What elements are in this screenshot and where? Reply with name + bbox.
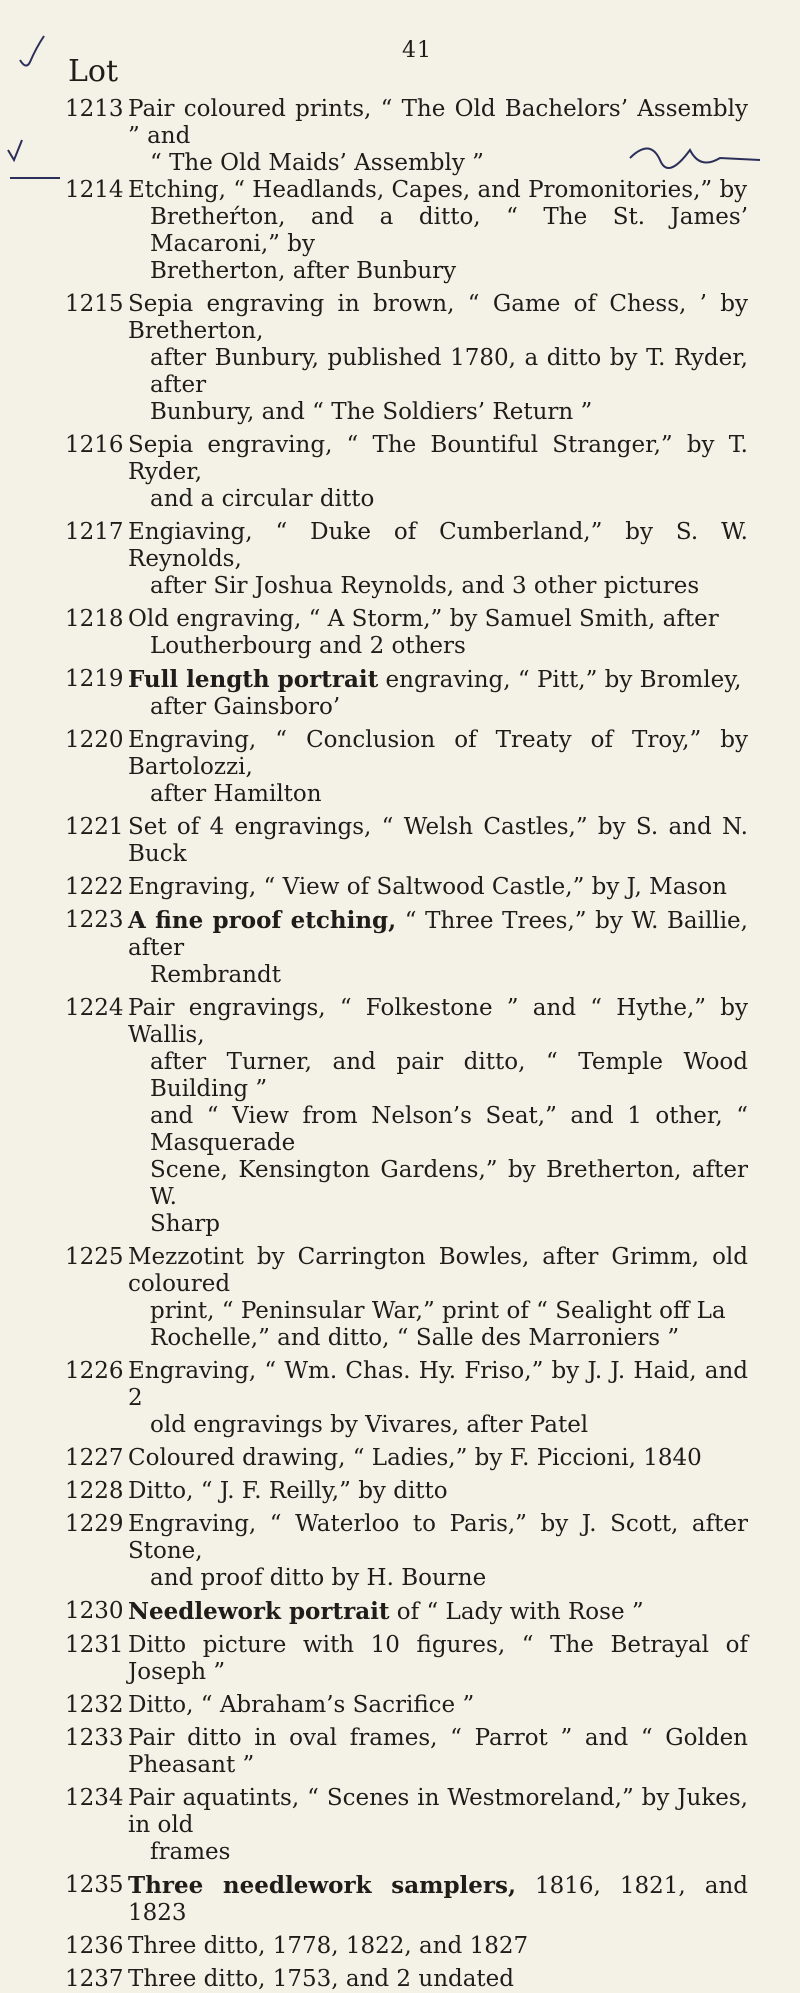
- lot-number: 1216: [65, 432, 124, 458]
- lot-text: Three ditto, 1778, 1822, and 1827: [128, 1933, 529, 1959]
- lot-number: 1233: [65, 1725, 124, 1751]
- pencil-check-mark-1: [20, 36, 44, 66]
- lot-text: Pair engravings, “ Folkestone ” and “ Hythe,” by Wallis,: [128, 995, 748, 1048]
- lot-description-first-line: [128, 907, 748, 962]
- lot-continuation-line: old engravings by Vivares, after Patel: [150, 1412, 589, 1438]
- lot-number: 1224: [65, 995, 124, 1021]
- lot-description: [128, 606, 748, 660]
- lot-description-first-line: [128, 96, 748, 150]
- lot-description: [128, 874, 748, 901]
- lot-row: [0, 907, 800, 989]
- lot-text: Engraving, “ Waterloo to Paris,” by J. Scott, after Stone,: [128, 1511, 748, 1564]
- lot-description-first-line: [128, 1358, 748, 1412]
- page-number: 41: [402, 38, 432, 63]
- lot-number: 1223: [65, 907, 124, 933]
- lot-text: Ditto picture with 10 figures, “ The Betrayal of Joseph ”: [128, 1632, 748, 1685]
- lot-description: [128, 1933, 748, 1960]
- lot-row: [0, 1632, 800, 1686]
- lot-text: Ditto, “ Abraham’s Sacrifice ”: [128, 1692, 475, 1718]
- lot-description-first-line: [128, 177, 748, 204]
- lot-text: “ Three Trees,” by W. Baillie, after: [128, 908, 748, 961]
- lot-text: Mezzotint by Carrington Bowles, after Grimm, old coloured: [128, 1244, 748, 1297]
- lot-row: [0, 995, 800, 1238]
- lot-row: [0, 1785, 800, 1866]
- lot-text: Set of 4 engravings, “ Welsh Castles,” by S. and N. Buck: [128, 814, 748, 867]
- lot-description: [128, 1725, 748, 1779]
- lot-lead-bold: Needlework portrait: [128, 1598, 390, 1625]
- lot-text: Three ditto, 1753, and 2 undated: [128, 1966, 515, 1992]
- lot-row: [0, 606, 800, 660]
- lot-lead-bold: A fine proof etching,: [128, 907, 397, 934]
- lot-row: [0, 1966, 800, 1993]
- lot-number: 1234: [65, 1785, 124, 1811]
- lot-number: 1214: [65, 177, 124, 203]
- lot-description: [128, 1872, 748, 1927]
- lot-number: 1229: [65, 1511, 124, 1537]
- lot-row: [0, 1872, 800, 1927]
- lot-continuation-line: after Gainsboro’: [150, 694, 341, 720]
- lot-row: [0, 1598, 800, 1626]
- lot-continuation-line: Rembrandt: [150, 962, 281, 988]
- lot-lead-bold: Full length portrait: [128, 666, 379, 693]
- lot-row: [0, 1692, 800, 1719]
- lot-row: [0, 1511, 800, 1592]
- lot-description-first-line: [128, 1725, 748, 1779]
- lot-number: 1237: [65, 1966, 124, 1992]
- lot-description-first-line: [128, 1872, 748, 1927]
- lot-description-first-line: [128, 291, 748, 345]
- lot-description-first-line: [128, 1933, 748, 1960]
- lot-description: [128, 1244, 748, 1352]
- lot-description-first-line: [128, 1966, 748, 1993]
- lot-number: 1230: [65, 1598, 124, 1624]
- lot-text: Pair aquatints, “ Scenes in Westmoreland,” by Jukes, in old: [128, 1785, 748, 1838]
- lot-text: Pair ditto in oval frames, “ Parrot ” and “ Golden Pheasant ”: [128, 1725, 748, 1778]
- lot-lead-bold: Three needlework samplers,: [128, 1872, 516, 1899]
- lot-description: [128, 432, 748, 513]
- lot-description-first-line: [128, 1244, 748, 1298]
- lot-row: [0, 1478, 800, 1505]
- lot-description-first-line: [128, 1785, 748, 1839]
- lot-description: [128, 666, 748, 721]
- lot-description-first-line: [128, 727, 748, 781]
- lot-continuation-line: and a circular ditto: [150, 486, 375, 512]
- lot-description: [128, 1598, 748, 1626]
- lot-text: 1816, 1821, and 1823: [128, 1873, 748, 1926]
- lot-text: Engraving, “ Wm. Chas. Hy. Friso,” by J. J. Haid, and 2: [128, 1358, 748, 1411]
- lot-description: [128, 1445, 748, 1472]
- lot-number: 1222: [65, 874, 124, 900]
- lot-description-first-line: [128, 606, 748, 633]
- lot-continuation-line: Loutherbourg and 2 others: [150, 633, 466, 659]
- lot-continuation-line: after Hamilton: [150, 781, 322, 807]
- lot-description-first-line: [128, 432, 748, 486]
- lot-number: 1227: [65, 1445, 124, 1471]
- lot-description-first-line: [128, 666, 748, 694]
- lot-continuation-line: after Sir Joshua Reynolds, and 3 other pictures: [150, 573, 700, 599]
- lot-description-first-line: [128, 1692, 748, 1719]
- lot-number: 1235: [65, 1872, 124, 1898]
- lot-number: 1225: [65, 1244, 124, 1270]
- lot-description-first-line: [128, 874, 748, 901]
- lot-number: 1220: [65, 727, 124, 753]
- lot-row: [0, 177, 800, 285]
- lot-text: Sepia engraving, “ The Bountiful Stranger,” by T. Ryder,: [128, 432, 748, 485]
- lot-number: 1232: [65, 1692, 124, 1718]
- lot-continuation-line: after Turner, and pair ditto, “ Temple Wood Building ”: [150, 1049, 748, 1102]
- lot-description: [128, 519, 748, 600]
- lot-number: 1218: [65, 606, 124, 632]
- lot-description: [128, 1785, 748, 1866]
- lot-description-first-line: [128, 995, 748, 1049]
- lot-continuation-line: print, “ Peninsular War,” print of “ Sealight off La: [150, 1298, 726, 1324]
- lot-row: [0, 432, 800, 513]
- lot-row: [0, 814, 800, 868]
- lot-description: [128, 907, 748, 989]
- lot-number: 1217: [65, 519, 124, 545]
- lot-continuation-line: and “ View from Nelson’s Seat,” and 1 other, “ Masquerade: [150, 1103, 748, 1156]
- lot-row: [0, 291, 800, 426]
- lot-text: Pair coloured prints, “ The Old Bachelors’ Assembly ” and: [128, 96, 748, 149]
- lot-number: 1228: [65, 1478, 124, 1504]
- lot-description: [128, 1632, 748, 1686]
- lot-number: 1226: [65, 1358, 124, 1384]
- lot-description: [128, 995, 748, 1238]
- lot-row: [0, 1933, 800, 1960]
- lot-continuation-line: Bretheŕton, and a ditto, “ The St. James’ Macaroni,” by: [150, 204, 748, 257]
- lot-text: Coloured drawing, “ Ladies,” by F. Piccioni, 1840: [128, 1445, 702, 1471]
- lot-description-first-line: [128, 1445, 748, 1472]
- lot-text: Ditto, “ J. F. Reilly,” by ditto: [128, 1478, 448, 1504]
- lot-row: [0, 519, 800, 600]
- lot-description: [128, 291, 748, 426]
- lot-description: [128, 814, 748, 868]
- lot-description: [128, 727, 748, 808]
- lot-text: of “ Lady with Rose ”: [389, 1599, 644, 1625]
- lot-description: [128, 177, 748, 285]
- lot-heading: Lot: [68, 54, 119, 89]
- lot-continuation-line: Scene, Kensington Gardens,” by Bretherton, after W.: [150, 1157, 748, 1210]
- lot-list: [0, 96, 800, 1993]
- lot-continuation-line: after Bunbury, published 1780, a ditto by T. Ryder, after: [150, 345, 748, 398]
- lot-row: [0, 1244, 800, 1352]
- lot-row: [0, 1725, 800, 1779]
- lot-text: Etching, “ Headlands, Capes, and Promonitories,” by: [128, 177, 748, 203]
- lot-description-first-line: [128, 1632, 748, 1686]
- lot-number: 1221: [65, 814, 124, 840]
- lot-continuation-line: “ The Old Maids’ Assembly ”: [150, 150, 484, 176]
- lot-description: [128, 1511, 748, 1592]
- lot-number: 1219: [65, 666, 124, 692]
- lot-description-first-line: [128, 1478, 748, 1505]
- lot-text: Engraving, “ Conclusion of Treaty of Troy,” by Bartolozzi,: [128, 727, 748, 780]
- lot-row: [0, 727, 800, 808]
- lot-description: [128, 1478, 748, 1505]
- lot-description: [128, 1966, 748, 1993]
- lot-description-first-line: [128, 814, 748, 868]
- lot-continuation-line: and proof ditto by H. Bourne: [150, 1565, 487, 1591]
- lot-description-first-line: [128, 1511, 748, 1565]
- lot-text: engraving, “ Pitt,” by Bromley,: [378, 667, 742, 693]
- lot-text: Engiaving, “ Duke of Cumberland,” by S. W. Reynolds,: [128, 519, 748, 572]
- lot-description: [128, 1692, 748, 1719]
- lot-number: 1215: [65, 291, 124, 317]
- lot-text: Sepia engraving in brown, “ Game of Chess, ’ by Bretherton,: [128, 291, 748, 344]
- lot-row: [0, 874, 800, 901]
- lot-row: [0, 1445, 800, 1472]
- lot-row: [0, 96, 800, 177]
- lot-number: 1236: [65, 1933, 124, 1959]
- lot-text: Engraving, “ View of Saltwood Castle,” by J, Mason: [128, 874, 727, 900]
- lot-continuation-line: Rochelle,” and ditto, “ Salle des Marroniers ”: [150, 1325, 680, 1351]
- lot-number: 1231: [65, 1632, 124, 1658]
- lot-text: Old engraving, “ A Storm,” by Samuel Smith, after: [128, 606, 719, 632]
- lot-number: 1213: [65, 96, 124, 122]
- lot-description: [128, 1358, 748, 1439]
- lot-row: [0, 1358, 800, 1439]
- lot-continuation-line: Bunbury, and “ The Soldiers’ Return ”: [150, 399, 593, 425]
- lot-continuation-line: frames: [150, 1839, 231, 1865]
- lot-continuation-line: Bretherton, after Bunbury: [150, 258, 457, 284]
- lot-continuation-line: Sharp: [150, 1211, 220, 1237]
- lot-description-first-line: [128, 1598, 748, 1626]
- lot-description: [128, 96, 748, 177]
- lot-description-first-line: [128, 519, 748, 573]
- lot-row: [0, 666, 800, 721]
